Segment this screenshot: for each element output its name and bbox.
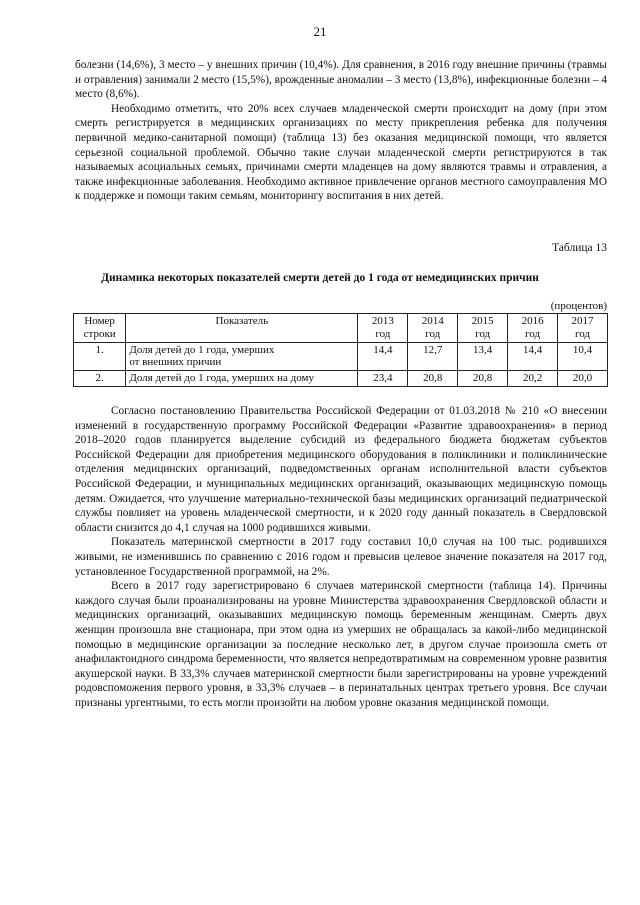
cell-value: 13,4 [458, 342, 508, 371]
row-number: 1. [74, 342, 126, 371]
header-row-number: Номер строки [74, 314, 126, 343]
bottom-text-block [75, 404, 607, 710]
page-number: 21 [313, 24, 327, 39]
paragraph-maternal-cases: Всего в 2017 году зарегистрировано 6 случаев материнской смертности (таблица 14). Причины каждого случая были проанализированы на уровне Министерства здравоохранения Свердловской области и медицинских организаций, оказывавших медицинскую помощь беременным женщинам. Смерть двух женщин произошла вне стационара, при этом одна из умерших не обращалась за какой-либо медицинской помощью в медицинские организации за последние несколько лет, в другом случае произошла сметь от анафилактоидного синдрома беременности, что является непредотвратимым на современном уровне развития акушерской науки. В 33,3% случаев материнской смертности были зарегистрированы на уровне учреждений родовспоможения первого уровня, в 33,3% случаев – в перинатальных центрах третьего уровня. Все случаи признаны ургентными, то есть могли произойти на любом уровне оказания медицинской помощи. [75, 580, 607, 709]
cell-value: 20,2 [508, 371, 558, 387]
header-indicator: Показатель [126, 314, 358, 343]
paragraph-maternal-mortality: Показатель материнской смертности в 2017 году составил 10,0 случая на 100 тыс. родившихся живыми, не изменившись по сравнению с 2016 годом и превысив целевое значение показателя на 2017 год, установленное Государственной программой, на 2%. [75, 536, 607, 578]
cell-value: 10,4 [558, 342, 608, 371]
row-number: 2. [74, 371, 126, 387]
data-table [73, 313, 608, 387]
header-year: 2016 год [508, 314, 558, 343]
paragraph-continuation: болезни (14,6%), 3 место – у внешних причин (10,4%). Для сравнения, в 2016 году внешние причины (травмы и отравления) занимали 2 место (15,5%), врожденные аномалии – 3 место (13,8%), инфекционные болезни – 4 место (8,6%). [75, 59, 608, 101]
row-indicator: Доля детей до 1 года, умерших на дому [126, 371, 358, 387]
cell-value: 20,0 [558, 371, 608, 387]
table-units: (процентов) [550, 300, 607, 312]
table-row [74, 371, 608, 387]
header-year: 2017 год [558, 314, 608, 343]
table-row [74, 342, 608, 371]
table-title: Динамика некоторых показателей смерти детей до 1 года от немедицинских причин [101, 272, 539, 284]
cell-value: 14,4 [508, 342, 558, 371]
cell-value: 23,4 [358, 371, 408, 387]
header-year: 2013 год [358, 314, 408, 343]
row-indicator: Доля детей до 1 года, умерших от внешних причин [126, 342, 358, 371]
paragraph-home-deaths: Необходимо отметить, что 20% всех случаев младенческой смерти происходит на дому (при этом смерть регистрируется в медицинских организациях по месту прикрепления ребенка для получения первичной медико-санитарной помощи) (таблица 13) без оказания медицинской помощи, что является серьезной социальной проблемой. Обычно такие случаи младенческой смерти регистрируются в так называемых асоциальных семьях, причинами смерти младенцев на дому являются травмы и отравления, а также инфекционные заболевания. Необходимо активное привлечение органов местного самоуправления МО к поддержке и помощи таким семьям, мониторингу воспитания в них детей. [75, 102, 607, 203]
cell-value: 20,8 [458, 371, 508, 387]
paragraph-government-resolution: Согласно постановлению Правительства Российской Федерации от 01.03.2018 № 210 «О внесении изменений в государственную программу Российской Федерации «Развитие здравоохранения» в период 2018–2020 годов планируется выделение субсидий из федерального бюджета бюджетам субъектов Российской Федерации для приобретения медицинского оборудования в поликлиники и поликлинические отделения медицинских организаций, подведомственных органам исполнительной власти субъектов Российской Федерации, и муниципальных медицинских организаций, оказывающих медицинскую помощь детям. Ожидается, что улучшение материально-технической базы медицинских организаций педиатрической службы повлияет на уровень младенческой смертности, и к 2020 году данный показатель в Свердловской области снизится до 4,1 случая на 1000 родившихся живыми. [75, 405, 607, 534]
header-year: 2014 год [408, 314, 458, 343]
table-number: Таблица 13 [552, 242, 607, 254]
header-year: 2015 год [458, 314, 508, 343]
top-text-block [75, 58, 607, 204]
cell-value: 14,4 [358, 342, 408, 371]
table-header-row [74, 314, 608, 343]
cell-value: 12,7 [408, 342, 458, 371]
cell-value: 20,8 [408, 371, 458, 387]
